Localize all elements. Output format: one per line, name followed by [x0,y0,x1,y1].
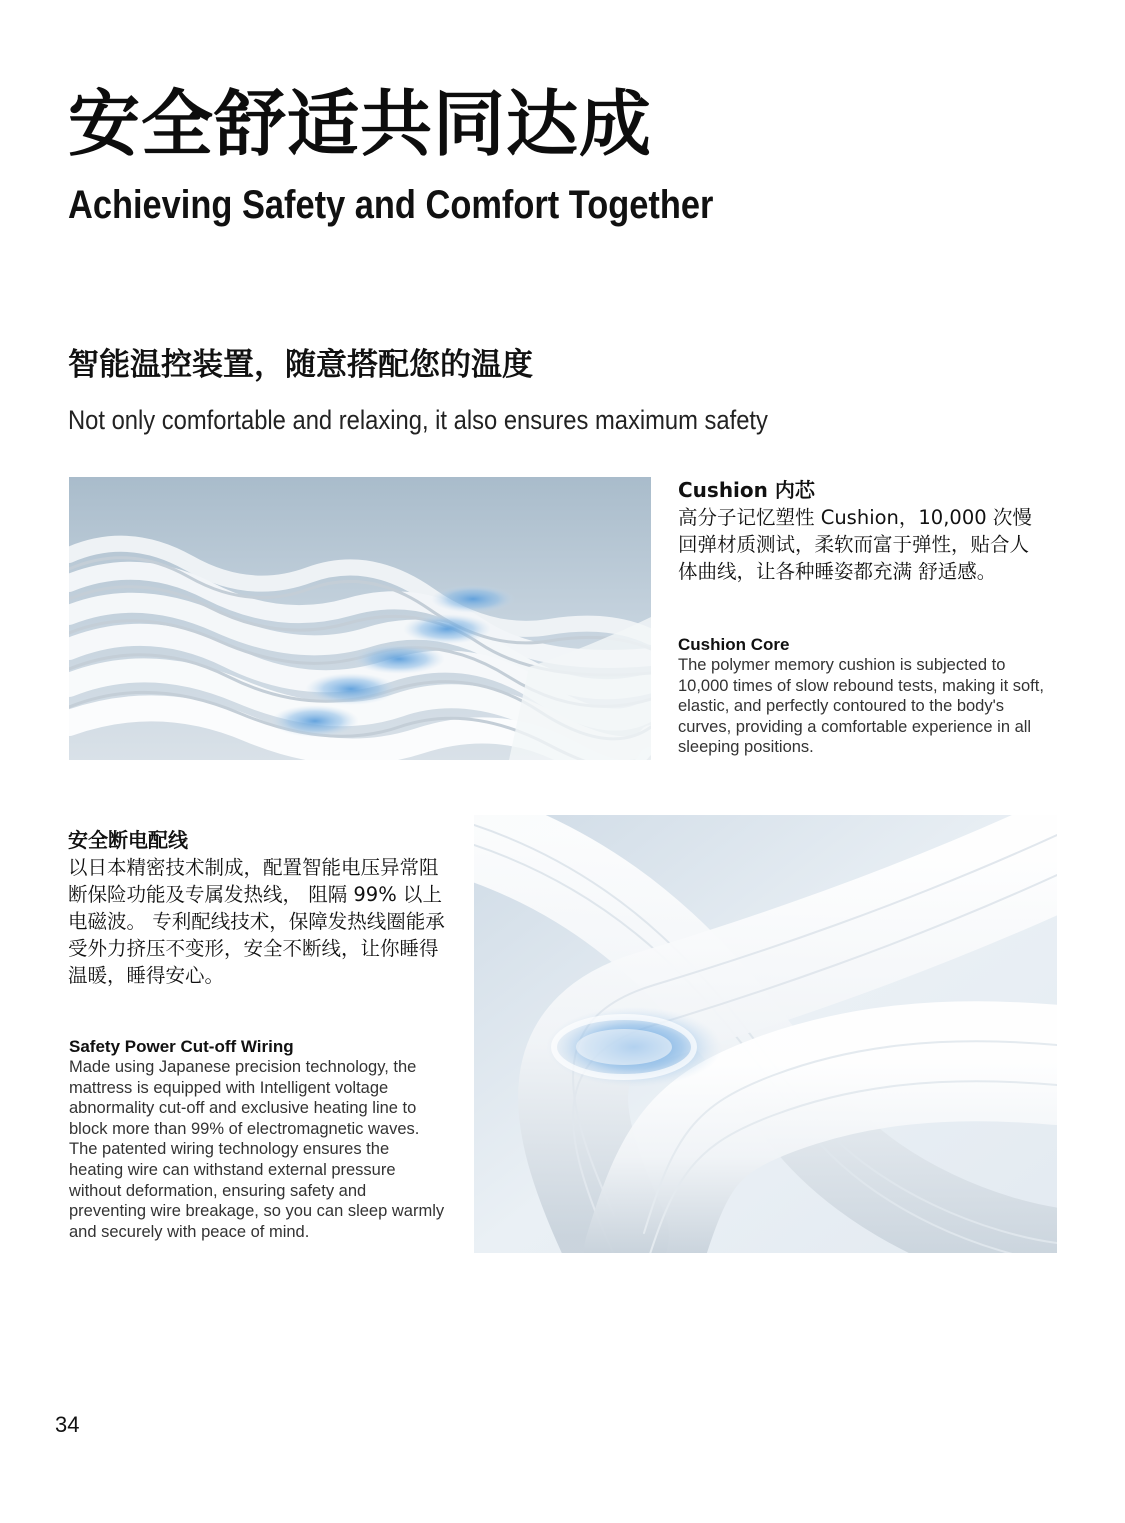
wiring-body-en: Made using Japanese precision technology, the mattress is equipped with Intelligent voltage abnormality cut-off and exclusive heating line to block more than 99% of electromagnetic waves. The patented wiring technology ensures the heating wire can withstand external pressure without deformation, ensuring safety and preventing wire breakage, so you can sleep warmly and securely with peace of mind. [69,1058,445,1241]
wiring-heading-en: Safety Power Cut-off Wiring [69,1037,294,1056]
cushion-fiber-image [69,477,651,760]
section-subtitle-zh: 智能温控装置，随意搭配您的温度 [68,347,533,383]
cushion-body-zh: 高分子记忆塑性 Cushion，10,000 次慢回弹材质测试，柔软而富于弹性，贴合人体曲线，让各种睡姿都充满 舒适感。 [678,506,1032,583]
cushion-zh-block [678,476,1048,585]
cushion-body-en: The polymer memory cushion is subjected to 10,000 times of slow rebound tests, making it soft, elastic, and perfectly contoured to the body's curves, providing a comfortable experience in all sleeping positions. [678,656,1044,757]
cushion-heading-en: Cushion Core [678,635,790,654]
page-title-zh: 安全舒适共同达成 [68,81,653,166]
wiring-body-zh: 以日本精密技术制成，配置智能电压异常阻断保险功能及专属发热线， 阻隔 99% 以上电磁波。 专利配线技术，保障发热线圈能承受外力挤压不变形，安全不断线，让你睡得温暖，睡得安心。 [68,856,445,987]
section-subtitle-en: Not only comfortable and relaxing, it also ensures maximum safety [68,405,768,435]
wiring-en-block [69,1036,447,1242]
wiring-zh-block [68,826,453,989]
wiring-heading-zh: 安全断电配线 [68,828,188,852]
cushion-en-block [678,634,1053,758]
wiring-fiber-image [474,815,1057,1253]
page-title-en: Achieving Safety and Comfort Together [68,183,714,227]
cushion-heading-zh: Cushion 内芯 [678,478,815,502]
page-number: 34 [55,1412,80,1437]
